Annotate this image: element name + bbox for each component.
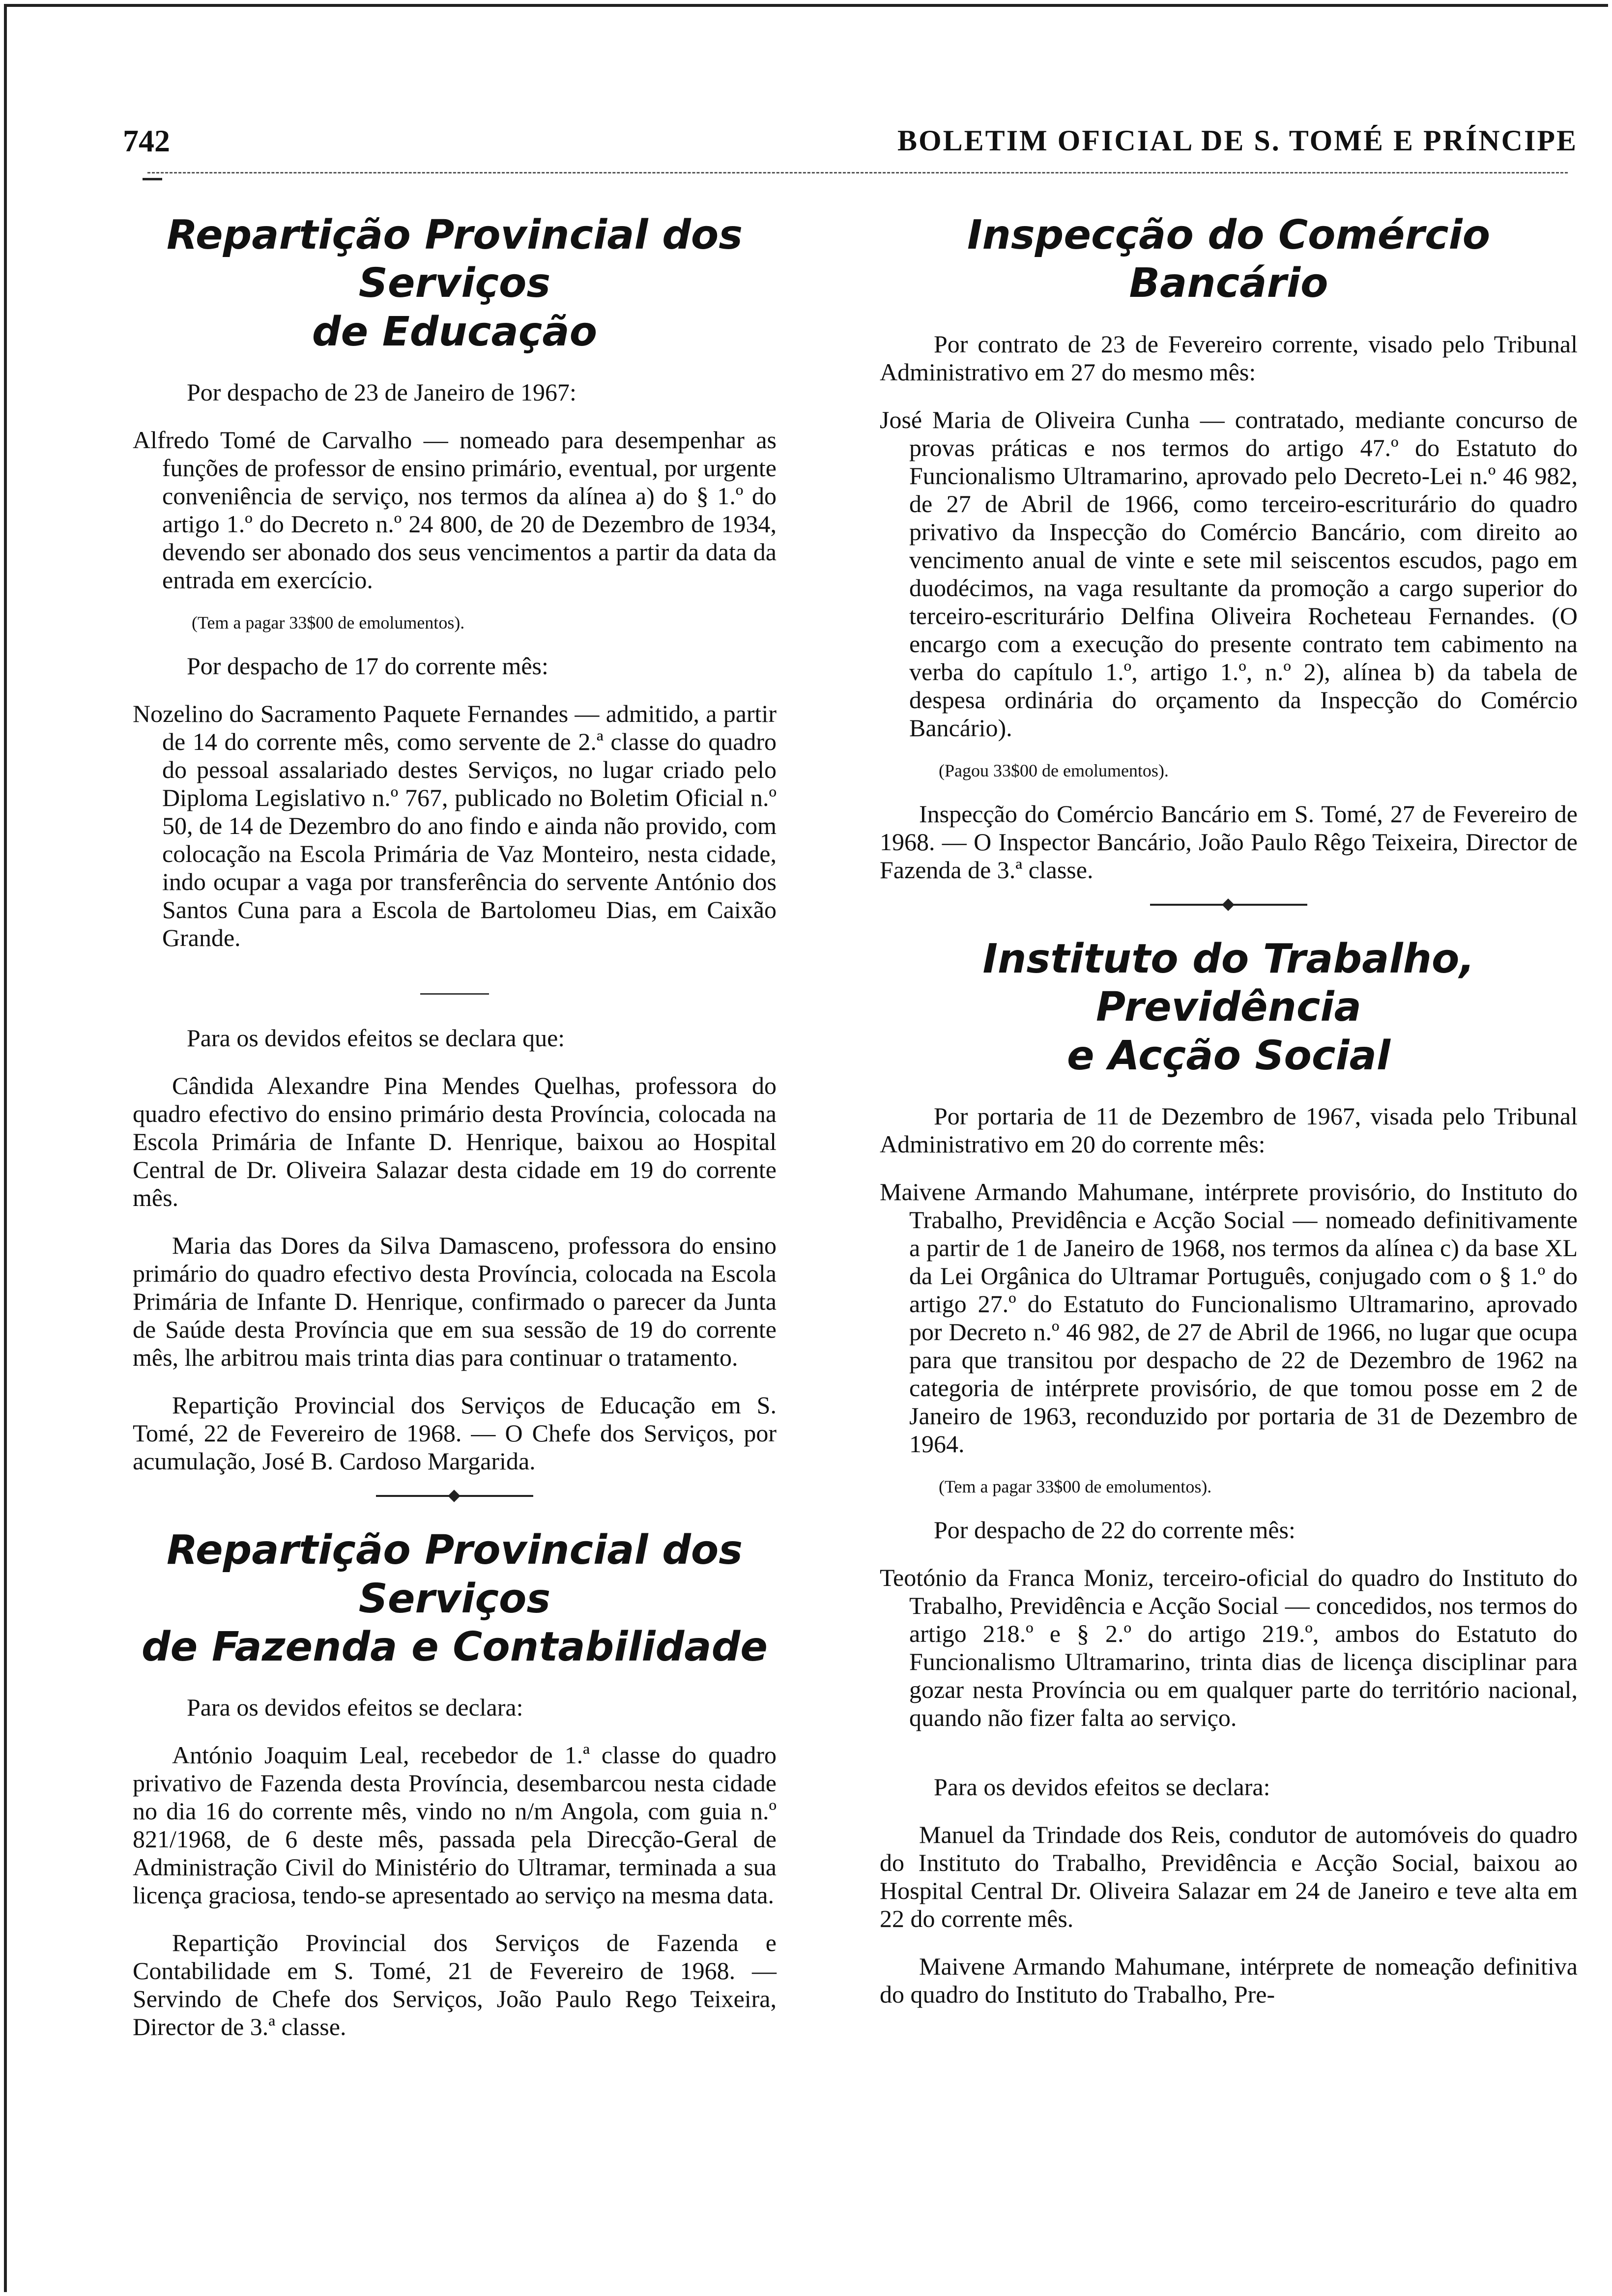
body-paragraph: Cândida Alexandre Pina Mendes Quelhas, professora do quadro efectivo do ensino primário desta Província, colocada na Escola Primária de Infante D. Henrique, baixou ao Hospital Central de Dr. Oliveira Salazar desta cidade em 19 do corrente mês. — [133, 1072, 777, 1212]
ornament-separator — [376, 1495, 533, 1497]
body-paragraph: Maivene Armando Mahumane, intérprete de nomeação definitiva do quadro do Instituto do Trabalho, Pre- — [880, 1952, 1578, 2008]
section-title-instituto-trabalho — [880, 935, 1578, 1080]
leave-entry: Teotónio da Franca Moniz, terceiro-oficial do quadro do Instituto do Trabalho, Previdência e Acção Social — concedidos, nos termos do artigo 218.º e § 2.º do artigo 219.º, ambos do Estatuto do Funcionalismo Ultramarino, trinta dias de licença disciplinar para gozar nesta Província ou em qualquer parte do território nacional, quando não fizer falta ao serviço. — [880, 1563, 1578, 1731]
intro-paragraph: Por despacho de 17 do corrente mês: — [187, 652, 548, 680]
fee-note: (Tem a pagar 33$00 de emolumentos). — [192, 613, 465, 633]
title-line: Repartição Provincial dos Serviços — [166, 212, 743, 307]
fee-note: (Tem a pagar 33$00 de emolumentos). — [939, 1476, 1212, 1496]
separator — [420, 993, 489, 995]
body-paragraph: António Joaquim Leal, recebedor de 1.ª classe do quadro privativo de Fazenda desta Província, desembarcou nesta cidade no dia 16 do corrente mês, vindo no n/m Angola, com guia n.º 821/1968, de 6 deste mês, passada pela Direcção-Geral de Administração Civil do Ministério do Ultramar, terminada a sua licença graciosa, tendo-se apresentado ao serviço na mesma data. — [133, 1741, 777, 1909]
closing-paragraph: Inspecção do Comércio Bancário em S. Tomé, 27 de Fevereiro de 1968. — O Inspector Bancário, João Paulo Rêgo Teixeira, Director de Fazenda de 3.ª classe. — [880, 800, 1578, 884]
body-paragraph: Manuel da Trindade dos Reis, condutor de automóveis do quadro do Instituto do Trabalho, Previdência e Acção Social, baixou ao Hospital Central Dr. Oliveira Salazar em 24 de Janeiro e teve alta em 22 do corrente mês. — [880, 1820, 1578, 1932]
title-line: e Acção Social — [1066, 1032, 1391, 1079]
right-column — [880, 211, 1578, 2028]
ornament-separator — [1150, 904, 1307, 906]
page-number: 742 — [123, 123, 170, 158]
intro-paragraph: Para os devidos efeitos se declara que: — [187, 1024, 565, 1052]
left-column — [133, 211, 777, 2061]
title-line: Instituto do Trabalho, Previdência — [982, 935, 1475, 1031]
intro-paragraph: Por despacho de 23 de Janeiro de 1967: — [187, 378, 576, 406]
publication-title: BOLETIM OFICIAL DE S. TOMÉ E PRÍNCIPE — [897, 124, 1578, 157]
title-line: Repartição Provincial dos Serviços — [166, 1527, 743, 1622]
header-tick — [143, 178, 162, 180]
intro-paragraph: Para os devidos efeitos se declara: — [187, 1693, 523, 1722]
closing-paragraph: Repartição Provincial dos Serviços de Fazenda e Contabilidade em S. Tomé, 21 de Fevereiro de 1968. — Servindo de Chefe dos Serviços, João Paulo Rego Teixeira, Director de 3.ª classe. — [133, 1929, 777, 2041]
intro-paragraph: Por contrato de 23 de Fevereiro corrente, visado pelo Tribunal Administrativo em 27 do mesmo mês: — [880, 330, 1578, 386]
appointment-entry: Nozelino do Sacramento Paquete Fernandes — admitido, a partir de 14 do corrente mês, como servente de 2.ª classe do quadro do pessoal assalariado destes Serviços, no lugar criado pelo Diploma Legislativo n.º 767, publicado no Boletim Oficial n.º 50, de 14 de Dezembro do ano findo e ainda não provido, com colocação na Escola Primária de Vaz Monteiro, nesta cidade, indo ocupar a vaga por transferência do servente António dos Santos Cuna para a Escola de Bartolomeu Dias, em Caixão Grande. — [133, 700, 777, 952]
title-line: de Fazenda e Contabilidade — [141, 1623, 768, 1670]
intro-paragraph: Para os devidos efeitos se declara: — [934, 1773, 1270, 1801]
title-line: de Educação — [312, 308, 598, 355]
fee-note: (Pagou 33$00 de emolumentos). — [939, 760, 1169, 780]
body-paragraph: Maria das Dores da Silva Damasceno, professora do ensino primário do quadro efectivo desta Província, colocada na Escola Primária de Infante D. Henrique, confirmado o parecer da Junta de Saúde desta Província que em sua sessão de 19 do corrente mês, lhe arbitrou mais trinta dias para continuar o tratamento. — [133, 1232, 777, 1372]
intro-paragraph: Por portaria de 11 de Dezembro de 1967, visada pelo Tribunal Administrativo em 20 do corrente mês: — [880, 1102, 1578, 1158]
intro-paragraph: Por despacho de 22 do corrente mês: — [934, 1516, 1295, 1544]
header-rule — [147, 172, 1568, 173]
closing-paragraph: Repartição Provincial dos Serviços de Educação em S. Tomé, 22 de Fevereiro de 1968. — O Chefe dos Serviços, por acumulação, José B. Cardoso Margarida. — [133, 1391, 777, 1475]
appointment-entry: Maivene Armando Mahumane, intérprete provisório, do Instituto do Trabalho, Previdência e Acção Social — nomeado definitivamente a partir de 1 de Janeiro de 1968, nos termos da alínea c) da base XL da Lei Orgânica do Ultramar Português, conjugado com o § 1.º do artigo 27.º do Estatuto do Funcionalismo Ultramarino, aprovado por Decreto n.º 46 982, de 27 de Abril de 1966, no lugar que ocupa para que transitou por despacho de 22 de Dezembro de 1962 na categoria de intérprete provisório, de que tomou posse em 2 de Janeiro de 1963, reconduzido por portaria de 31 de Dezembro de 1964. — [880, 1177, 1578, 1458]
section-title-comercio-bancario: Inspecção do Comércio Bancário — [967, 212, 1491, 307]
section-title-fazenda — [133, 1526, 777, 1671]
section-title-educacao — [133, 211, 777, 356]
appointment-entry: Alfredo Tomé de Carvalho — nomeado para desempenhar as funções de professor de ensino primário, eventual, por urgente conveniência de serviço, nos termos da alínea a) do § 1.º do artigo 1.º do Decreto n.º 24 800, de 20 de Dezembro de 1934, devendo ser abonado dos seus vencimentos a partir da data da entrada em exercício. — [133, 426, 777, 594]
contract-entry: José Maria de Oliveira Cunha — contratado, mediante concurso de provas práticas e nos termos do artigo 47.º do Estatuto do Funcionalismo Ultramarino, aprovado pelo Decreto-Lei n.º 46 982, de 27 de Abril de 1966, como terceiro-escriturário do quadro privativo da Inspecção do Comércio Bancário, com direito ao vencimento anual de vinte e sete mil seiscentos escudos, pago em duodécimos, na vaga resultante da promoção a cargo superior do terceiro-escriturário Delfina Oliveira Rocheteau Fernandes. (O encargo com a execução do presente contrato tem cabimento na verba do capítulo 1.º, artigo 1.º, n.º 2), alínea b) da tabela de despesa ordinária do orçamento da Inspecção do Comércio Bancário). — [880, 405, 1578, 742]
